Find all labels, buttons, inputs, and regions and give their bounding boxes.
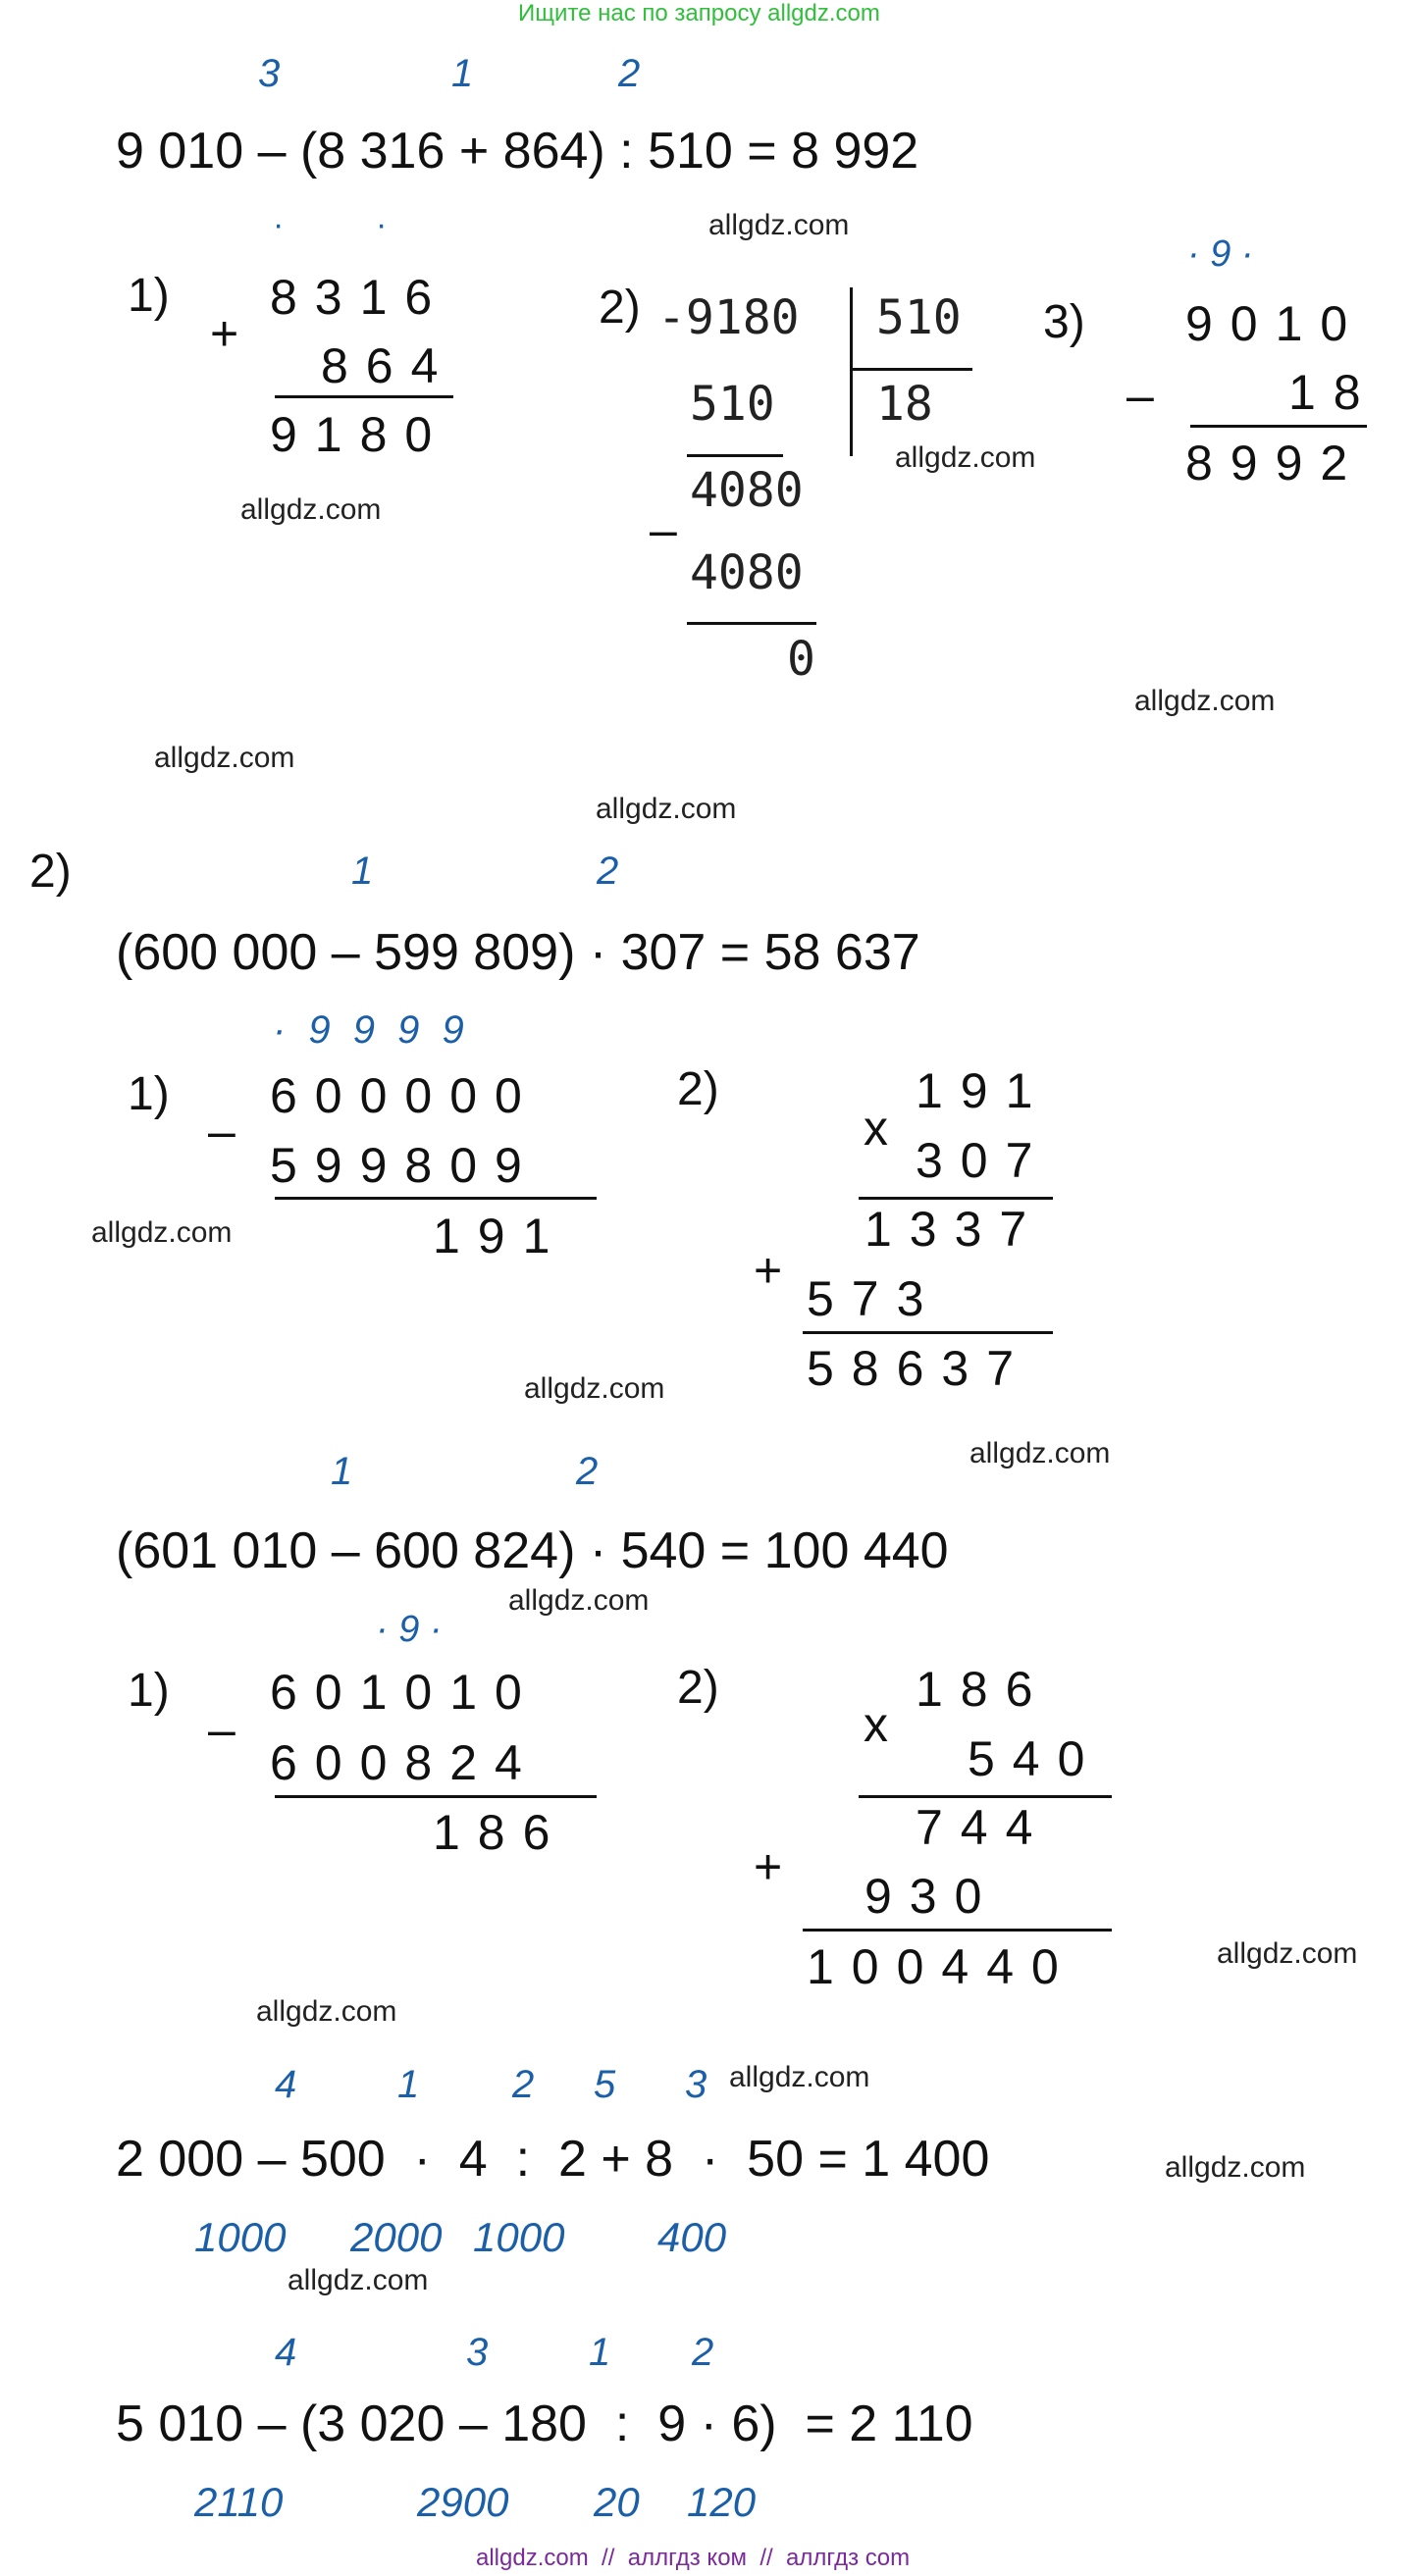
operator-sign: + (754, 1839, 783, 1894)
watermark: allgdz.com (524, 1372, 665, 1405)
carry-marks: · 9 9 9 9 (273, 1008, 470, 1052)
watermark: allgdz.com (1217, 1937, 1358, 1970)
addend: 864 (321, 338, 456, 393)
quotient: 18 (876, 377, 933, 432)
order-number: 2 (597, 850, 619, 893)
order-number: 1 (589, 2331, 611, 2374)
header-text: Ищите нас по запросу allgdz.com (518, 0, 880, 26)
intermediate-result: 2110 (194, 2479, 284, 2525)
step-label: 2) (677, 1063, 719, 1115)
operator-sign: – (208, 1104, 236, 1159)
difference-result: 186 (433, 1805, 568, 1860)
step-label: 2) (599, 282, 641, 334)
order-number: 2 (576, 1450, 599, 1493)
sum-line (803, 1331, 1053, 1334)
watermark: allgdz.com (154, 742, 295, 774)
watermark: allgdz.com (508, 1584, 650, 1617)
partial-product: 930 (864, 1869, 1000, 1924)
watermark: allgdz.com (895, 441, 1036, 474)
step-label: 1) (128, 1068, 170, 1120)
product-line (859, 1795, 1112, 1798)
division-bar (850, 287, 853, 456)
intermediate-result: 120 (687, 2479, 757, 2525)
dividend: -9180 (657, 290, 800, 345)
order-number: 4 (275, 2063, 297, 2106)
multiplicand: 191 (916, 1063, 1051, 1118)
order-number: 1 (451, 52, 474, 95)
sum-line (275, 395, 453, 398)
carry-dot: · (273, 206, 285, 243)
intermediate-result: 1000 (194, 2214, 287, 2260)
carry-marks: · 9 · (376, 1609, 443, 1650)
watermark: allgdz.com (729, 2061, 870, 2093)
intermediate-result: 1000 (473, 2214, 565, 2260)
partial-product: 744 (916, 1800, 1051, 1855)
operator-sign: + (210, 306, 239, 361)
subtrahend: 599809 (270, 1138, 540, 1193)
operator-sign: – (1126, 368, 1154, 423)
minuend: 600000 (270, 1068, 540, 1123)
partial-product: 4080 (690, 545, 804, 600)
subtract-line (687, 454, 783, 457)
watermark: allgdz.com (288, 2264, 429, 2296)
equation: 2 000 – 500 · 4 : 2 + 8 · 50 = 1 400 (116, 2131, 990, 2188)
watermark: allgdz.com (969, 1437, 1111, 1469)
equation: (600 000 – 599 809) · 307 = 58 637 (116, 924, 920, 981)
difference-line (275, 1795, 597, 1798)
difference-result: 8992 (1185, 436, 1366, 490)
footer-text: allgdz.com // аллгдз ком // аллгдз com (476, 2545, 911, 2571)
operator-sign: – (650, 502, 677, 557)
difference-line (275, 1197, 597, 1200)
product-result: 100440 (807, 1939, 1076, 1994)
difference-line (1190, 425, 1367, 428)
difference-result: 191 (433, 1209, 568, 1263)
order-number: 3 (258, 52, 281, 95)
subtrahend: 600824 (270, 1735, 540, 1790)
step-label: 1) (128, 1665, 170, 1717)
intermediate-result: 2900 (417, 2479, 509, 2525)
partial-product: 510 (690, 377, 775, 432)
divisor: 510 (876, 290, 962, 345)
carry-dot: · (376, 206, 388, 243)
subtrahend: 18 (1288, 365, 1379, 420)
multiply-sign: x (864, 1697, 888, 1752)
order-number: 5 (594, 2063, 616, 2106)
sum-result: 9180 (270, 407, 450, 462)
order-number: 4 (275, 2331, 297, 2374)
multiply-sign: x (864, 1101, 888, 1156)
watermark: allgdz.com (240, 493, 382, 526)
watermark: allgdz.com (1165, 2151, 1306, 2184)
intermediate-result: 20 (594, 2479, 640, 2525)
step-label: 3) (1043, 296, 1085, 348)
multiplier: 307 (916, 1133, 1051, 1188)
product-line (859, 1197, 1053, 1200)
order-number: 1 (397, 2063, 420, 2106)
partial-product: 573 (807, 1271, 942, 1326)
operator-sign: + (754, 1243, 783, 1298)
multiplier: 540 (968, 1731, 1103, 1786)
watermark: allgdz.com (596, 793, 737, 825)
order-number: 2 (618, 52, 641, 95)
operator-sign: – (208, 1702, 236, 1757)
step-label: 1) (128, 270, 170, 322)
addend: 8316 (270, 270, 450, 325)
order-number: 1 (331, 1450, 353, 1493)
order-number: 2 (692, 2331, 714, 2374)
product-result: 58637 (807, 1341, 1032, 1396)
partial-product: 1337 (864, 1202, 1045, 1257)
subtract-line (687, 622, 816, 625)
remainder: 0 (787, 632, 815, 687)
equation: 9 010 – (8 316 + 864) : 510 = 8 992 (116, 123, 919, 180)
equation: (601 010 – 600 824) · 540 = 100 440 (116, 1522, 949, 1579)
intermediate-result: 400 (657, 2214, 727, 2260)
intermediate-result: 2000 (350, 2214, 443, 2260)
watermark: allgdz.com (256, 1995, 397, 2028)
remainder: 4080 (690, 463, 804, 518)
order-number: 2 (512, 2063, 535, 2106)
minuend: 9010 (1185, 296, 1366, 351)
watermark: allgdz.com (708, 209, 850, 241)
multiplicand: 186 (916, 1662, 1051, 1717)
watermark: allgdz.com (91, 1216, 233, 1249)
watermark: allgdz.com (1134, 685, 1276, 717)
section-label: 2) (29, 846, 72, 898)
equation: 5 010 – (3 020 – 180 : 9 · 6) = 2 110 (116, 2396, 973, 2452)
minuend: 601010 (270, 1665, 540, 1720)
order-number: 3 (466, 2331, 489, 2374)
quotient-line (853, 368, 972, 371)
carry-marks: · 9 · (1187, 233, 1254, 275)
step-label: 2) (677, 1662, 719, 1714)
sum-line (803, 1929, 1112, 1932)
order-number: 1 (351, 850, 374, 893)
order-number: 3 (685, 2063, 707, 2106)
